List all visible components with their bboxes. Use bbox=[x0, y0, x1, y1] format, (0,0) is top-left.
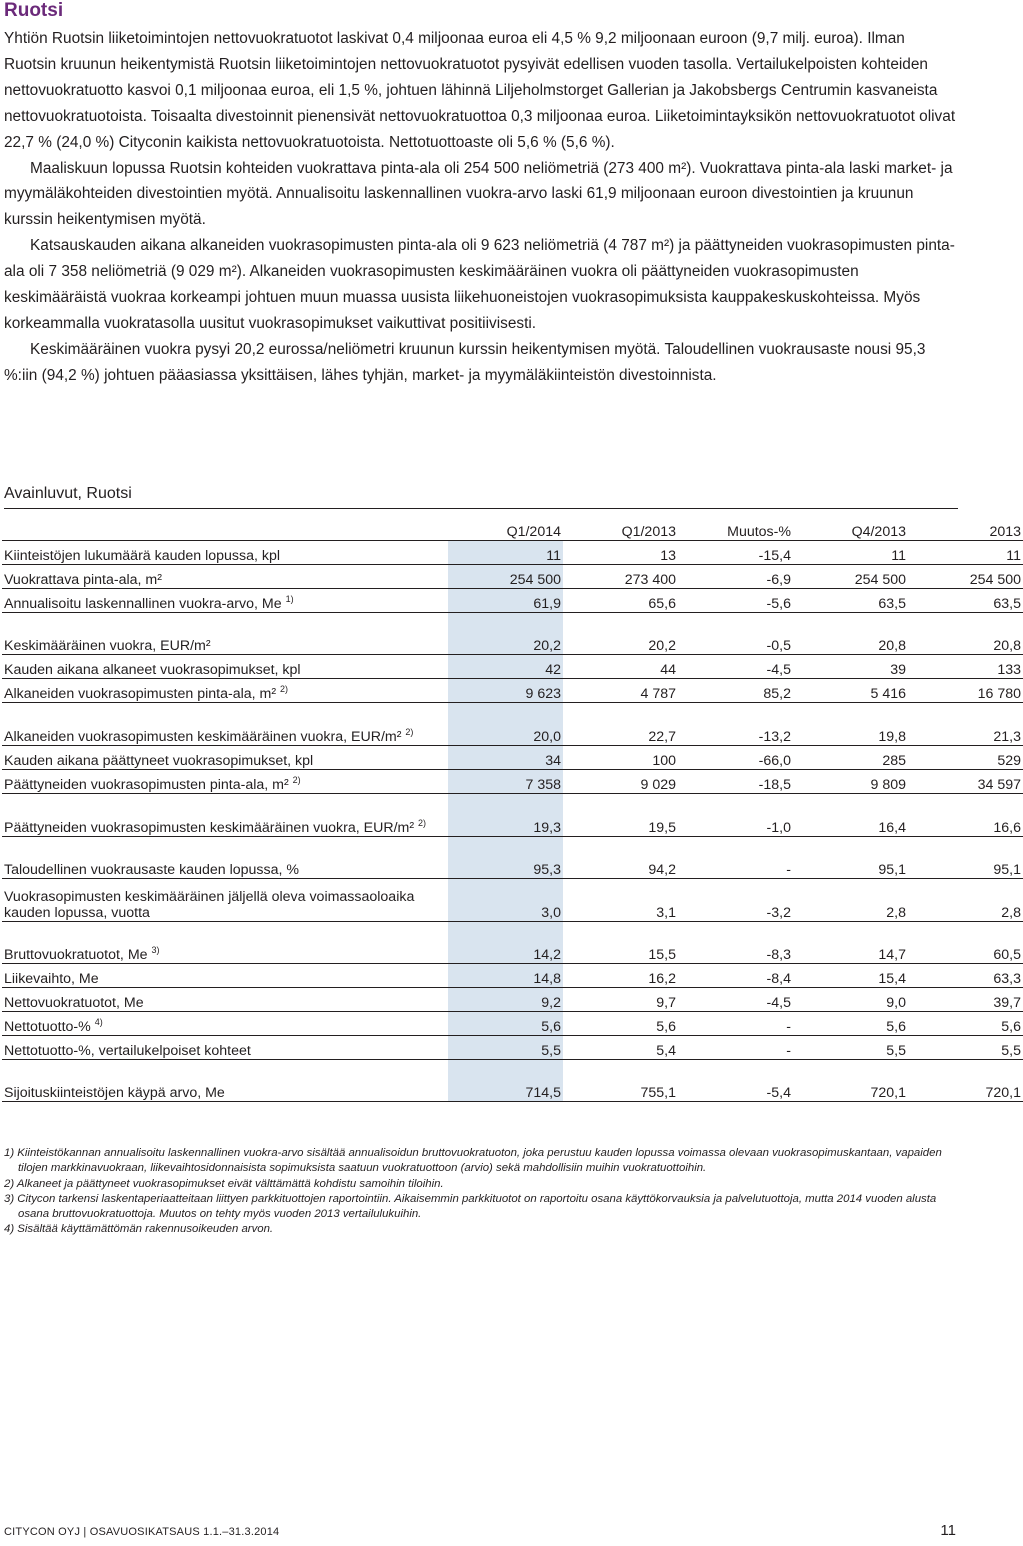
value-cell: 5,5 bbox=[908, 1036, 1023, 1060]
value-cell: 16,6 bbox=[908, 794, 1023, 837]
value-cell: 13 bbox=[563, 541, 678, 565]
value-cell: 3,0 bbox=[448, 879, 563, 922]
column-header: Q1/2014 bbox=[448, 518, 563, 541]
spacer-cell bbox=[563, 922, 678, 941]
value-cell: -6,9 bbox=[678, 565, 793, 589]
row-label-text: Päättyneiden vuokrasopimusten keskimääräinen vuokra, EUR/m² bbox=[4, 820, 415, 836]
spacer-cell bbox=[908, 922, 1023, 941]
value-cell: -15,4 bbox=[678, 541, 793, 565]
value-cell: 16,4 bbox=[793, 794, 908, 837]
row-label-text: Bruttovuokratuotot, Me bbox=[4, 947, 148, 963]
value-cell: 20,8 bbox=[908, 631, 1023, 655]
value-cell: 5,4 bbox=[563, 1036, 678, 1060]
spacer-cell bbox=[793, 837, 908, 856]
table-header-row bbox=[2, 518, 1023, 541]
spacer-cell bbox=[793, 922, 908, 941]
value-cell: 7 358 bbox=[448, 770, 563, 794]
value-cell: 20,2 bbox=[563, 631, 678, 655]
value-cell: 63,5 bbox=[793, 589, 908, 613]
value-cell: -8,3 bbox=[678, 940, 793, 964]
page-number: 11 bbox=[940, 1522, 956, 1539]
spacer-cell bbox=[2, 613, 448, 632]
value-cell: 9,7 bbox=[563, 988, 678, 1012]
value-cell: 63,3 bbox=[908, 964, 1023, 988]
value-cell: 20,0 bbox=[448, 703, 563, 746]
value-cell: 714,5 bbox=[448, 1078, 563, 1102]
table-row bbox=[2, 964, 1023, 988]
table-spacer-row bbox=[2, 837, 1023, 856]
value-cell: 42 bbox=[448, 655, 563, 679]
column-header: 2013 bbox=[908, 518, 1023, 541]
value-cell: - bbox=[678, 855, 793, 879]
row-label bbox=[2, 964, 448, 988]
row-label-text: Vuokrasopimusten keskimääräinen jäljellä oleva voimassaoloaika kauden lopussa, vuotta bbox=[4, 889, 415, 921]
spacer-cell bbox=[563, 613, 678, 632]
table-spacer-row bbox=[2, 613, 1023, 632]
value-cell: 94,2 bbox=[563, 855, 678, 879]
column-header: Q4/2013 bbox=[793, 518, 908, 541]
value-cell: 9,2 bbox=[448, 988, 563, 1012]
table-spacer-row bbox=[2, 1060, 1023, 1079]
value-cell: 39,7 bbox=[908, 988, 1023, 1012]
row-label bbox=[2, 589, 448, 613]
footnote-marker: 2) bbox=[292, 775, 301, 785]
value-cell: 9 029 bbox=[563, 770, 678, 794]
value-cell: 285 bbox=[793, 746, 908, 770]
value-cell: 14,8 bbox=[448, 964, 563, 988]
table-body bbox=[2, 541, 1023, 1102]
row-label-text: Annualisoitu laskennallinen vuokra-arvo, Me bbox=[4, 596, 282, 612]
value-cell: 11 bbox=[793, 541, 908, 565]
value-cell: 63,5 bbox=[908, 589, 1023, 613]
value-cell: 5,6 bbox=[793, 1012, 908, 1036]
spacer-cell bbox=[678, 1060, 793, 1079]
value-cell: 85,2 bbox=[678, 679, 793, 703]
table-row bbox=[2, 855, 1023, 879]
paragraph: Katsauskauden aikana alkaneiden vuokrasopimusten pinta-ala oli 9 623 neliömetriä (4 787 m²) ja päättyneiden vuokrasopimusten pinta-ala oli 7 358 neliömetriä (9 029 m²). Alkaneiden vuokrasopimusten keskimääräinen vuokra oli päättyneiden vuokrasopimusten keskimääräistä vuokraa korkeampi johtuen muun muassa uusista liikehuoneistojen vuokrasopimuksista kauppakeskuskohteissa. Myös korkeammalla vuokratasolla uusitut vuokrasopimukset vaikuttivat positiivisesti. bbox=[4, 237, 955, 332]
value-cell: 9 809 bbox=[793, 770, 908, 794]
row-label-text: Nettotuotto-% bbox=[4, 1019, 91, 1035]
value-cell: -4,5 bbox=[678, 988, 793, 1012]
spacer-cell bbox=[448, 837, 563, 856]
value-cell: 11 bbox=[908, 541, 1023, 565]
row-label bbox=[2, 703, 448, 746]
row-label-text: Alkaneiden vuokrasopimusten keskimääräinen vuokra, EUR/m² bbox=[4, 729, 402, 745]
value-cell: 9,0 bbox=[793, 988, 908, 1012]
row-label bbox=[2, 541, 448, 565]
value-cell: -5,6 bbox=[678, 589, 793, 613]
value-cell: 5 416 bbox=[793, 679, 908, 703]
spacer-cell bbox=[908, 1060, 1023, 1079]
table-row bbox=[2, 541, 1023, 565]
value-cell: 19,3 bbox=[448, 794, 563, 837]
row-label bbox=[2, 879, 448, 922]
spacer-cell bbox=[678, 837, 793, 856]
table-row bbox=[2, 1012, 1023, 1036]
value-cell: 39 bbox=[793, 655, 908, 679]
footer-company-report: CITYCON OYJ | OSAVUOSIKATSAUS 1.1.–31.3.2014 bbox=[4, 1526, 280, 1538]
row-label bbox=[2, 1012, 448, 1036]
value-cell: 254 500 bbox=[448, 565, 563, 589]
value-cell: -4,5 bbox=[678, 655, 793, 679]
footnote-marker: 1) bbox=[285, 594, 294, 604]
value-cell: 16 780 bbox=[908, 679, 1023, 703]
row-label bbox=[2, 631, 448, 655]
value-cell: 14,7 bbox=[793, 940, 908, 964]
row-label bbox=[2, 746, 448, 770]
value-cell: 2,8 bbox=[793, 879, 908, 922]
value-cell: - bbox=[678, 1012, 793, 1036]
row-label-text: Vuokrattava pinta-ala, m² bbox=[4, 572, 162, 588]
table-row bbox=[2, 770, 1023, 794]
row-label-text: Alkaneiden vuokrasopimusten pinta-ala, m² bbox=[4, 686, 277, 702]
value-cell: -8,4 bbox=[678, 964, 793, 988]
value-cell: 5,6 bbox=[448, 1012, 563, 1036]
spacer-cell bbox=[448, 922, 563, 941]
value-cell: 34 bbox=[448, 746, 563, 770]
value-cell: 273 400 bbox=[563, 565, 678, 589]
value-cell: 5,6 bbox=[908, 1012, 1023, 1036]
value-cell: 5,6 bbox=[563, 1012, 678, 1036]
table-row bbox=[2, 655, 1023, 679]
value-cell: 16,2 bbox=[563, 964, 678, 988]
row-label-text: Nettovuokratuotot, Me bbox=[4, 995, 144, 1011]
table-row bbox=[2, 703, 1023, 746]
value-cell: 19,8 bbox=[793, 703, 908, 746]
value-cell: 5,5 bbox=[793, 1036, 908, 1060]
value-cell: - bbox=[678, 1036, 793, 1060]
value-cell: 95,1 bbox=[793, 855, 908, 879]
value-cell: 720,1 bbox=[908, 1078, 1023, 1102]
spacer-cell bbox=[563, 837, 678, 856]
column-header: Q1/2013 bbox=[563, 518, 678, 541]
table-row bbox=[2, 589, 1023, 613]
spacer-cell bbox=[2, 1060, 448, 1079]
table-row bbox=[2, 940, 1023, 964]
footnote-marker: 2) bbox=[418, 818, 427, 828]
value-cell: -18,5 bbox=[678, 770, 793, 794]
value-cell: 22,7 bbox=[563, 703, 678, 746]
key-figures-table bbox=[2, 518, 1023, 1102]
table-row bbox=[2, 746, 1023, 770]
column-header: Muutos-% bbox=[678, 518, 793, 541]
table-row bbox=[2, 679, 1023, 703]
row-label bbox=[2, 770, 448, 794]
table-row bbox=[2, 1078, 1023, 1102]
row-label bbox=[2, 1078, 448, 1102]
table-row bbox=[2, 565, 1023, 589]
value-cell: -1,0 bbox=[678, 794, 793, 837]
value-cell: 15,5 bbox=[563, 940, 678, 964]
row-label bbox=[2, 655, 448, 679]
row-label-text: Taloudellinen vuokrausaste kauden lopussa, % bbox=[4, 862, 299, 878]
value-cell: -3,2 bbox=[678, 879, 793, 922]
value-cell: 5,5 bbox=[448, 1036, 563, 1060]
value-cell: 60,5 bbox=[908, 940, 1023, 964]
row-label bbox=[2, 565, 448, 589]
value-cell: 254 500 bbox=[908, 565, 1023, 589]
value-cell: 20,8 bbox=[793, 631, 908, 655]
spacer-cell bbox=[678, 922, 793, 941]
value-cell: 20,2 bbox=[448, 631, 563, 655]
divider bbox=[4, 508, 958, 509]
value-cell: 15,4 bbox=[793, 964, 908, 988]
row-label-text: Nettotuotto-%, vertailukelpoiset kohteet bbox=[4, 1043, 251, 1059]
paragraph: Yhtiön Ruotsin liiketoimintojen nettovuokratuotot laskivat 0,4 miljoonaa euroa eli 4,5 % 9,2 miljoonaan euroon (9,7 milj. euroa). Ilman Ruotsin kruunun heikentymistä Ruotsin liiketoimintojen nettovuokratuotot pysyivät edellisen vuoden tasolla. Vertailukelpoisten kohteiden nettovuokratuotto kasvoi 0,1 miljoonaa euroa, eli 1,5 %, johtuen lähinnä Liljeholmstorget Gallerian ja Jakobsbergs Centrumin kasvaneista nettovuokratuotoista. Toisaalta divestoinnit pienensivät nettovuokratuottoa 0,3 miljoonaa euroa. Liiketoimintayksikön nettovuokratuotot olivat 22,7 % (24,0 %) Cityconin kaikista nettovuokratuotoista. Nettotuottoaste oli 5,6 % (5,6 %). bbox=[4, 30, 956, 151]
value-cell: -0,5 bbox=[678, 631, 793, 655]
value-cell: 19,5 bbox=[563, 794, 678, 837]
footnotes bbox=[4, 1146, 954, 1238]
value-cell: 9 623 bbox=[448, 679, 563, 703]
table-row bbox=[2, 794, 1023, 837]
value-cell: 254 500 bbox=[793, 565, 908, 589]
value-cell: 133 bbox=[908, 655, 1023, 679]
value-cell: 65,6 bbox=[563, 589, 678, 613]
spacer-cell bbox=[793, 1060, 908, 1079]
spacer-cell bbox=[908, 837, 1023, 856]
row-label bbox=[2, 855, 448, 879]
spacer-cell bbox=[448, 1060, 563, 1079]
value-cell: 44 bbox=[563, 655, 678, 679]
value-cell: 100 bbox=[563, 746, 678, 770]
table-row bbox=[2, 988, 1023, 1012]
row-label bbox=[2, 794, 448, 837]
row-label-text: Liikevaihto, Me bbox=[4, 971, 99, 987]
value-cell: -13,2 bbox=[678, 703, 793, 746]
table-spacer-row bbox=[2, 922, 1023, 941]
spacer-cell bbox=[563, 1060, 678, 1079]
footnote: 4) Sisältää käyttämättömän rakennusoikeuden arvon. bbox=[4, 1223, 274, 1236]
row-label bbox=[2, 679, 448, 703]
value-cell: 3,1 bbox=[563, 879, 678, 922]
footnote-marker: 2) bbox=[280, 684, 289, 694]
value-cell: 95,3 bbox=[448, 855, 563, 879]
spacer-cell bbox=[908, 613, 1023, 632]
value-cell: 529 bbox=[908, 746, 1023, 770]
footnote-marker: 3) bbox=[151, 945, 160, 955]
value-cell: -5,4 bbox=[678, 1078, 793, 1102]
row-label bbox=[2, 1036, 448, 1060]
footnote-marker: 4) bbox=[94, 1017, 103, 1027]
row-label-text: Päättyneiden vuokrasopimusten pinta-ala, m² bbox=[4, 777, 289, 793]
table-row bbox=[2, 1036, 1023, 1060]
value-cell: 61,9 bbox=[448, 589, 563, 613]
row-label-text: Sijoituskiinteistöjen käypä arvo, Me bbox=[4, 1085, 225, 1101]
table-row bbox=[2, 631, 1023, 655]
spacer-cell bbox=[2, 837, 448, 856]
row-label bbox=[2, 940, 448, 964]
row-label-text: Kauden aikana päättyneet vuokrasopimukset, kpl bbox=[4, 753, 314, 769]
spacer-cell bbox=[2, 922, 448, 941]
value-cell: 720,1 bbox=[793, 1078, 908, 1102]
footnote: 3) Citycon tarkensi laskentaperiaatteitaan liittyen parkkituottojen raportointiin. Aikaisemmin parkkituotot on raportoitu osana käyttökorvauksia ja palvelutuottoja, mutta 2014 vuoden alusta osana bruttovuokratuottoja. Muutos on tehty myös vuoden 2013 vertailulukuihin. bbox=[4, 1192, 937, 1221]
row-label-text: Keskimääräinen vuokra, EUR/m² bbox=[4, 638, 211, 654]
value-cell: 755,1 bbox=[563, 1078, 678, 1102]
footnote: 1) Kiinteistökannan annualisoitu laskennallinen vuokra-arvo sisältää annualisoidun bruttovuokratuoton, joka perustuu kauden lopussa voimassa olevaan vuokrasopimuskantaan, vapaiden tilojen markkinavuokraan, liikevaihtosidonnaisista sopimuksista saatuun vuokratuottoon (arvio) sekä mahdollisiin muihin vuokratuottoihin. bbox=[4, 1147, 942, 1175]
spacer-cell bbox=[448, 613, 563, 632]
value-cell: 21,3 bbox=[908, 703, 1023, 746]
section-title: Ruotsi bbox=[4, 0, 64, 21]
footnote: 2) Alkaneet ja päättyneet vuokrasopimukset eivät välttämättä kohdistu samoihin tiloihin. bbox=[4, 1177, 444, 1190]
paragraph: Keskimääräinen vuokra pysyi 20,2 eurossa/neliömetri kruunun kurssin heikentymisen myötä. Taloudellinen vuokrausaste nousi 95,3 %:iin (94,2 %) johtuen pääasiassa yksittäisen, lähes tyhjän, market- ja myymäläkiinteistön divestoinnista. bbox=[4, 340, 926, 384]
spacer-cell bbox=[678, 613, 793, 632]
row-label-text: Kiinteistöjen lukumäärä kauden lopussa, kpl bbox=[4, 548, 281, 564]
footnote-marker: 2) bbox=[405, 727, 414, 737]
body-text bbox=[4, 26, 956, 389]
value-cell: 14,2 bbox=[448, 940, 563, 964]
value-cell: 34 597 bbox=[908, 770, 1023, 794]
table-row bbox=[2, 879, 1023, 922]
key-figures-title: Avainluvut, Ruotsi bbox=[4, 485, 132, 502]
paragraph: Maaliskuun lopussa Ruotsin kohteiden vuokrattava pinta-ala oli 254 500 neliömetriä (273 400 m²). Vuokrattava pinta-ala laski market- ja myymäläkohteiden divestointien myötä. Annualisoitu laskennallinen vuokra-arvo laski 61,9 miljoonaan euroon divestointien ja kruunun kurssin heikentymisen myötä. bbox=[4, 159, 953, 229]
value-cell: 95,1 bbox=[908, 855, 1023, 879]
value-cell: -66,0 bbox=[678, 746, 793, 770]
value-cell: 4 787 bbox=[563, 679, 678, 703]
row-label-text: Kauden aikana alkaneet vuokrasopimukset, kpl bbox=[4, 662, 301, 678]
value-cell: 11 bbox=[448, 541, 563, 565]
value-cell: 2,8 bbox=[908, 879, 1023, 922]
table-header-blank bbox=[2, 518, 448, 541]
spacer-cell bbox=[793, 613, 908, 632]
row-label bbox=[2, 988, 448, 1012]
